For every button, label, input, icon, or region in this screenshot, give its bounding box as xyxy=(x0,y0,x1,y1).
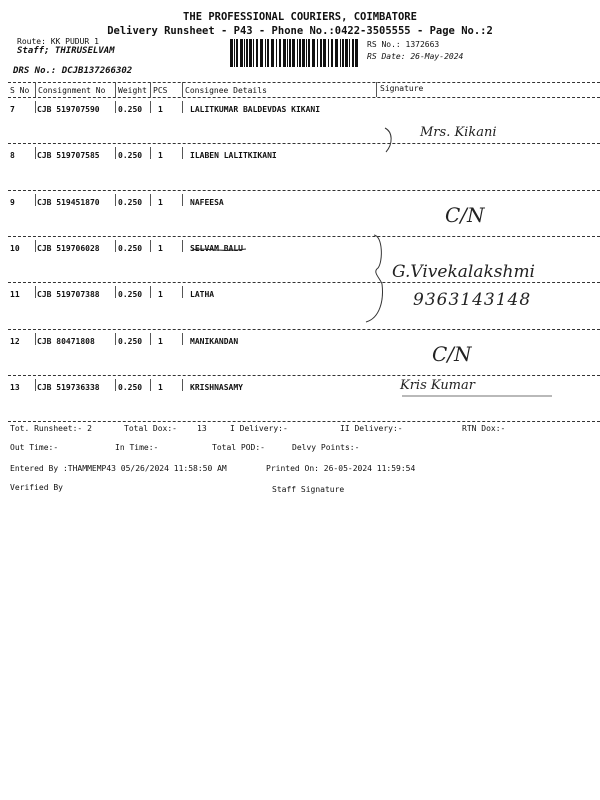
signature-mrs-kikani: Mrs. Kikani xyxy=(420,125,497,140)
cell-sno: 13 xyxy=(10,382,20,392)
rtn-dox: RTN Dox:- xyxy=(462,424,506,433)
cell-pcs: 1 xyxy=(158,243,163,253)
cell-pcs: 1 xyxy=(158,336,163,346)
col-header-weight: Weight xyxy=(118,86,147,95)
total-dox-value: 13 xyxy=(197,424,207,433)
cell-consignment: CJB 519707388 xyxy=(37,290,100,300)
col-header-signature: Signature xyxy=(380,84,424,93)
cell-weight: 0.250 xyxy=(118,336,143,346)
runsheet-title: Delivery Runsheet - P43 - Phone No.:0422-3505555 - Page No.:2 xyxy=(107,25,493,37)
staff-signature: Staff Signature xyxy=(272,485,345,494)
cell-weight: 0.250 xyxy=(118,197,143,207)
cell-pcs: 1 xyxy=(158,382,163,392)
staff-label: Staff; THIRUSELVAM xyxy=(17,46,115,56)
rs-date: RS Date: 26-May-2024 xyxy=(367,52,464,61)
i-delivery: I Delivery:- xyxy=(230,424,288,433)
cell-consignment: CJB 519707585 xyxy=(37,151,100,161)
cell-sno: 9 xyxy=(10,197,15,207)
route-label: Route: KK PUDUR 1 xyxy=(17,37,99,46)
cell-weight: 0.250 xyxy=(118,105,143,114)
signature-cn-nafeesa: C/N xyxy=(445,203,485,227)
cell-consignment: CJB 519707590 xyxy=(37,105,100,114)
cell-consignee: NAFEESA xyxy=(190,197,224,207)
handwritten-phone: 9363143148 xyxy=(413,290,532,310)
col-header-consignment: Consignment No xyxy=(38,86,106,95)
cell-consignee: LATHA xyxy=(190,290,215,300)
cell-consignee: ILABEN LALITKIKANI xyxy=(190,151,277,161)
cell-weight: 0.250 xyxy=(118,382,143,392)
cell-sno: 7 xyxy=(10,105,15,114)
cell-weight: 0.250 xyxy=(118,243,143,253)
cell-sno: 12 xyxy=(10,336,20,346)
cell-consignment: CJB 519451870 xyxy=(37,197,100,207)
col-header-sno: S No xyxy=(10,86,30,95)
ii-delivery: II Delivery:- xyxy=(340,424,403,433)
signature-kris-kumar: Kris Kumar xyxy=(400,378,475,393)
drs-number: DRS No.: DCJB137266302 xyxy=(13,66,133,76)
cell-pcs: 1 xyxy=(158,105,163,114)
printed-on: Printed On: 26-05-2024 11:59:54 xyxy=(266,464,416,473)
strike-mark xyxy=(190,245,250,255)
cell-pcs: 1 xyxy=(158,290,163,300)
cell-weight: 0.250 xyxy=(118,151,143,161)
col-header-pcs: PCS xyxy=(153,86,168,95)
cell-sno: 11 xyxy=(10,290,20,300)
rs-number: RS No.: 1372663 xyxy=(367,40,440,49)
col-header-consignee: Consignee Details xyxy=(185,86,267,95)
cell-pcs: 1 xyxy=(158,197,163,207)
entered-by: Entered By :THAMMEMP43 05/26/2024 11:58:50 AM xyxy=(10,464,227,473)
cell-consignee: MANIKANDAN xyxy=(190,336,239,346)
cell-sno: 8 xyxy=(10,151,15,161)
signature-vivekalakshmi: G.Vivekalakshmi xyxy=(392,262,535,282)
verified-by: Verified By xyxy=(10,483,63,492)
total-runsheet: Tot. Runsheet:- 2 xyxy=(10,424,92,433)
cell-consignment: CJB 80471808 xyxy=(37,336,95,346)
cell-consignee: LALITKUMAR BALDEVDAS KIKANI xyxy=(190,105,321,114)
signature-cn-manikandan: C/N xyxy=(432,342,472,366)
cell-consignee: SELVAM BALU xyxy=(190,243,243,253)
delvy-points: Delvy Points:- xyxy=(292,443,360,452)
cell-consignee: KRISHNASAMY xyxy=(190,382,243,392)
cell-weight: 0.250 xyxy=(118,290,143,300)
company-title: THE PROFESSIONAL COURIERS, COIMBATORE xyxy=(183,11,417,23)
cell-consignment: CJB 519736338 xyxy=(37,382,100,392)
out-time: Out Time:- xyxy=(10,443,59,452)
cell-pcs: 1 xyxy=(158,151,163,161)
total-dox-label: Total Dox:- xyxy=(124,424,177,433)
total-pod: Total POD:- xyxy=(212,443,265,452)
cell-sno: 10 xyxy=(10,243,20,253)
in-time: In Time:- xyxy=(115,443,159,452)
cell-consignment: CJB 519706028 xyxy=(37,243,100,253)
